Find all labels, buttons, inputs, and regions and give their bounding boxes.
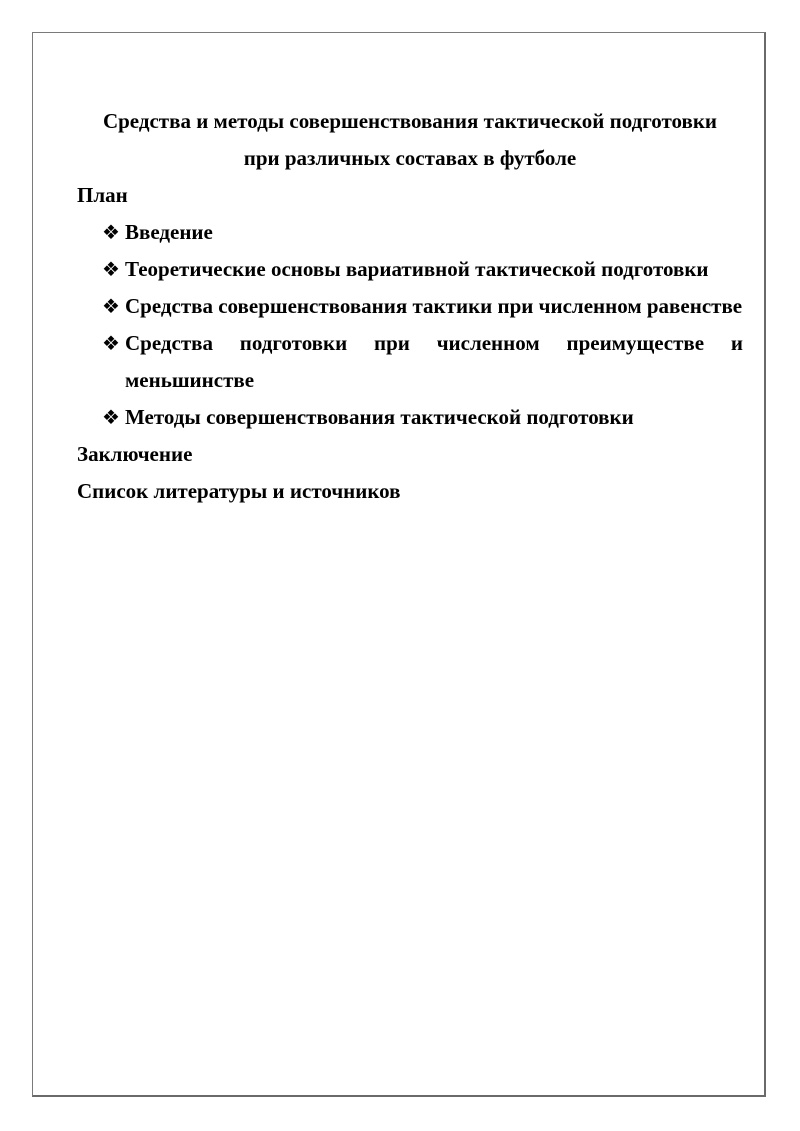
diamond-bullet-icon: ❖ <box>102 331 120 355</box>
conclusion-heading: Заключение <box>77 442 193 466</box>
plan-item <box>77 251 743 288</box>
diamond-bullet-icon: ❖ <box>102 405 120 429</box>
plan-item <box>77 325 743 399</box>
document-page <box>32 32 766 1097</box>
plan-item-label: Введение <box>125 220 213 244</box>
plan-item <box>77 214 743 251</box>
plan-item <box>77 288 743 325</box>
diamond-bullet-icon: ❖ <box>102 294 120 318</box>
plan-list <box>77 214 743 436</box>
title-line-2: при различных составах в футболе <box>243 146 577 170</box>
plan-item-label: Средства подготовки при численном преимуществе и меньшинстве <box>125 331 743 392</box>
document-content <box>77 103 743 510</box>
plan-item <box>77 399 743 436</box>
title-line-1: Средства и методы совершенствования тактической подготовки <box>102 109 718 133</box>
document-title <box>77 103 743 177</box>
diamond-bullet-icon: ❖ <box>102 220 120 244</box>
plan-item-label: Теоретические основы вариативной тактической подготовки <box>125 257 709 281</box>
plan-item-label: Средства совершенствования тактики при численном равенстве <box>125 294 743 318</box>
diamond-bullet-icon: ❖ <box>102 257 120 281</box>
plan-item-label: Методы совершенствования тактической подготовки <box>125 405 634 429</box>
references-heading: Список литературы и источников <box>77 479 401 503</box>
plan-heading: План <box>77 183 128 207</box>
